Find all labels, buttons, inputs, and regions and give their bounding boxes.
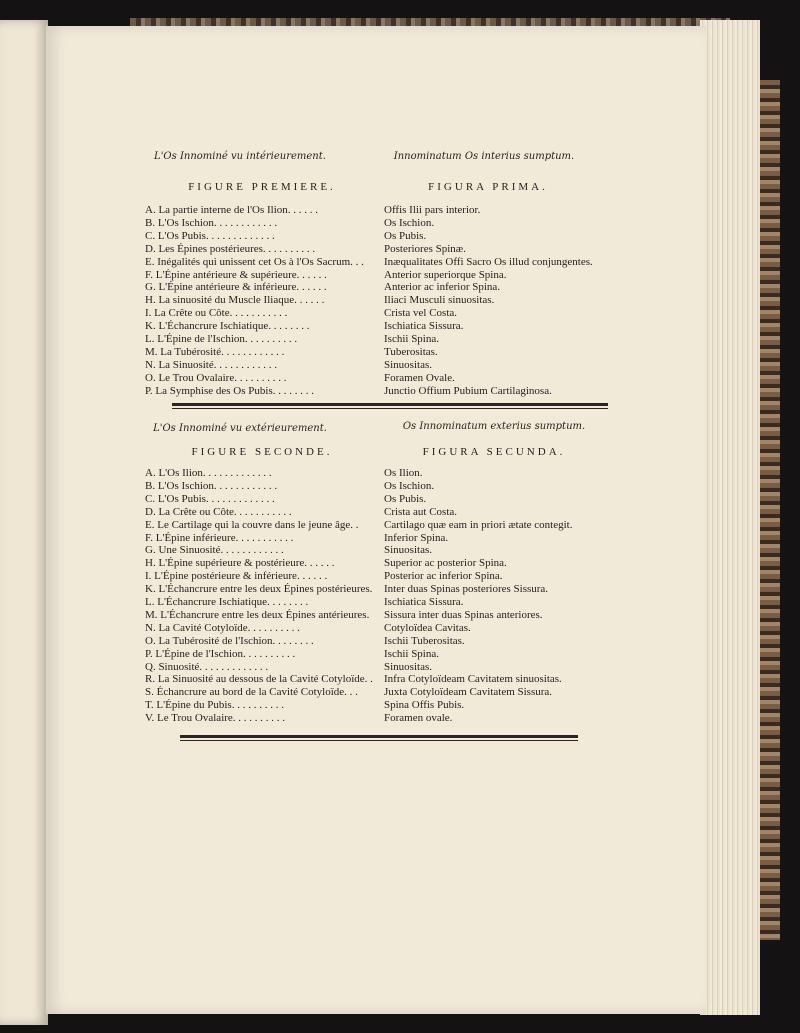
section1-left-items-entry: E. Inégalités qui unissent cet Os à l'Os Sacrum. . . [145,255,364,268]
section2-right-items-entry: Foramen ovale. [384,712,453,725]
section1-right-items-entry: Os Pubis. [384,229,427,242]
section2-right-items-entry: Posterior ac inferior Spina. [384,570,503,583]
section2-left-script-title: L'Os Innominé vu extérieurement. [153,423,327,434]
section1-left-script-title: L'Os Innominé vu intérieurement. [154,151,326,162]
section2-right-items-entry: Inter duas Spinas posteriores Sissura. [384,583,549,596]
section1-right-script-title: Innominatum Os interius sumptum. [393,151,575,162]
section2-left-items-entry: R. La Sinuosité au dessous de la Cavité Cotyloïde. . [145,673,373,686]
section1-right-figure-heading: FIGURA PRIMA. [428,181,548,193]
section1-right-items-entry: Posteriores Spinæ. [384,242,466,255]
section2-left-items-entry: H. L'Épine supérieure & postérieure. . . . . . [145,557,335,570]
section2-right-items-entry: Ischiatica Sissura. [384,596,464,608]
section2-left-items-entry: L. L'Échancrure Ischiatique. . . . . . . . [145,596,309,608]
section2-right-items-entry: Crista aut Costa. [384,505,458,518]
section1-right-items-entry: Junctio Offium Pubium Cartilaginosa. [384,384,552,397]
section2-right-items-entry: Superior ac posterior Spina. [384,557,507,570]
section1-left-items-entry: A. La partie interne de l'Os Ilion. . . . . . [145,204,319,216]
section1-right-items-entry: Ischiatica Sissura. [384,320,464,333]
section1-left-items-entry: G. L'Épine antérieure & inférieure. . . . . . [145,281,327,294]
section2-left-items-entry: S. Échancrure au bord de la Cavité Cotyloïde. . . [145,686,358,699]
section2-left-items-entry: E. Le Cartilage qui la couvre dans le jeune âge. . [145,518,359,531]
section1-left-items-entry: N. La Sinuosité. . . . . . . . . . . . [145,358,277,371]
section2-left-items-entry: G. Une Sinuosité. . . . . . . . . . . . [145,544,284,557]
section2-left-items-entry: V. Le Trou Ovalaire. . . . . . . . . . [145,712,286,725]
section1-right-items-entry: Ischii Spina. [384,333,439,345]
section1-left-items-entry: P. La Symphise des Os Pubis. . . . . . . . [145,384,314,397]
section-divider-rule [172,403,608,406]
section1-left-items-entry: H. La sinuosité du Muscle Iliaque. . . . . . [145,294,325,307]
section2-right-items-entry: Inferior Spina. [384,531,449,544]
section2-left-items-entry: M. L'Échancrure entre les deux Épines antérieures. [145,608,370,621]
section2-right-items-entry: Infra Cotyloïdeam Cavitatem sinuositas. [384,673,562,686]
section1-right-items-entry: Tuberositas. [384,345,438,358]
section2-right-items-entry: Ischii Tuberositas. [384,634,465,647]
section1-right-items-entry: Os Ischion. [384,216,435,229]
section1-right-items-entry: Inæqualitates Offi Sacro Os illud conjungentes. [384,255,593,268]
section1-right-items-entry: Sinuositas. [384,358,432,371]
section1-left-figure-heading: FIGURE PREMIERE. [188,181,336,193]
section2-left-items-entry: D. La Crête ou Côte. . . . . . . . . . . [145,505,292,518]
section2-right-figure-heading: FIGURA SECUNDA. [422,446,566,458]
section1-left-items-entry: O. Le Trou Ovalaire. . . . . . . . . . [145,371,287,384]
section2-left-items-entry: K. L'Échancrure entre les deux Épines postérieures. [145,583,373,596]
section2-left-items-entry: T. L'Épine du Pubis. . . . . . . . . . [145,699,284,712]
section1-left-items-entry: K. L'Échancrure Ischiatique. . . . . . . . [145,320,310,333]
section2-left-items-entry: F. L'Épine inférieure. . . . . . . . . . . [145,531,294,544]
page-stack-edge [700,20,760,1015]
section2-left-items-entry: A. L'Os Ilion. . . . . . . . . . . . . [145,467,272,479]
section-divider-rule-thin [172,408,608,409]
end-rule [180,735,578,738]
section1-right-items-entry: Anterior ac inferior Spina. [384,281,501,294]
section1-left-items-entry: B. L'Os Ischion. . . . . . . . . . . . [145,216,278,229]
section2-left-items-entry: O. La Tubérosité de l'Ischion. . . . . . . . [145,634,314,647]
section2-right-items-entry: Sinuositas. [384,544,432,557]
section2-left-items-entry: C. L'Os Pubis. . . . . . . . . . . . . [145,492,275,505]
section2-right-items-entry: Spina Offis Pubis. [384,699,465,712]
section1-left-items-entry: C. L'Os Pubis. . . . . . . . . . . . . [145,229,275,242]
end-rule-thin [180,740,578,741]
section1-right-items-entry: Offis Ilii pars interior. [384,204,481,216]
section2-right-items-entry: Juxta Cotyloïdeam Cavitatem Sissura. [384,686,553,699]
section2-left-items-entry: N. La Cavité Cotyloïde. . . . . . . . . . [145,621,300,634]
section2-right-items-entry: Os Pubis. [384,492,427,505]
section2-right-items-entry: Os Ischion. [384,479,435,492]
section2-left-items-entry: I. L'Épine postérieure & inférieure. . . . . . [145,570,328,583]
section1-left-items-entry: F. L'Épine antérieure & supérieure. . . . . . [145,268,327,281]
section2-right-items-entry: Ischii Spina. [384,647,439,660]
section1-left-items-entry: M. La Tubérosité. . . . . . . . . . . . [145,345,285,358]
section2-right-items-entry: Os Ilion. [384,467,423,479]
section2-right-items-entry: Cotyloïdea Cavitas. [384,621,471,634]
section1-right-items-entry: Crista vel Costa. [384,307,458,320]
previous-page-edge [0,20,48,1025]
section1-right-items-entry: Foramen Ovale. [384,371,455,384]
section1-left-items-entry: L. L'Épine de l'Ischion. . . . . . . . . . [145,333,298,345]
section1-right-items-entry: Iliaci Musculi sinuositas. [384,294,495,307]
section2-right-items-entry: Sissura inter duas Spinas anteriores. [384,608,543,621]
section2-right-items-entry: Cartilago quæ eam in priori ætate contegit. [384,518,573,531]
section2-left-items-entry: B. L'Os Ischion. . . . . . . . . . . . [145,479,278,492]
section1-right-items-entry: Anterior superiorque Spina. [384,268,507,281]
section2-right-items-entry: Sinuositas. [384,660,432,673]
section1-left-items-entry: I. La Crête ou Côte. . . . . . . . . . . [145,307,288,320]
section2-left-items-entry: P. L'Épine de l'Ischion. . . . . . . . . . [145,647,296,660]
section1-left-items-entry: D. Les Épines postérieures. . . . . . . . . . [145,242,316,255]
section2-left-figure-heading: FIGURE SECONDE. [191,446,333,458]
section2-right-script-title: Os Innominatum exterius sumptum. [402,421,586,432]
section2-left-items-entry: Q. Sinuosité. . . . . . . . . . . . . [145,660,269,673]
